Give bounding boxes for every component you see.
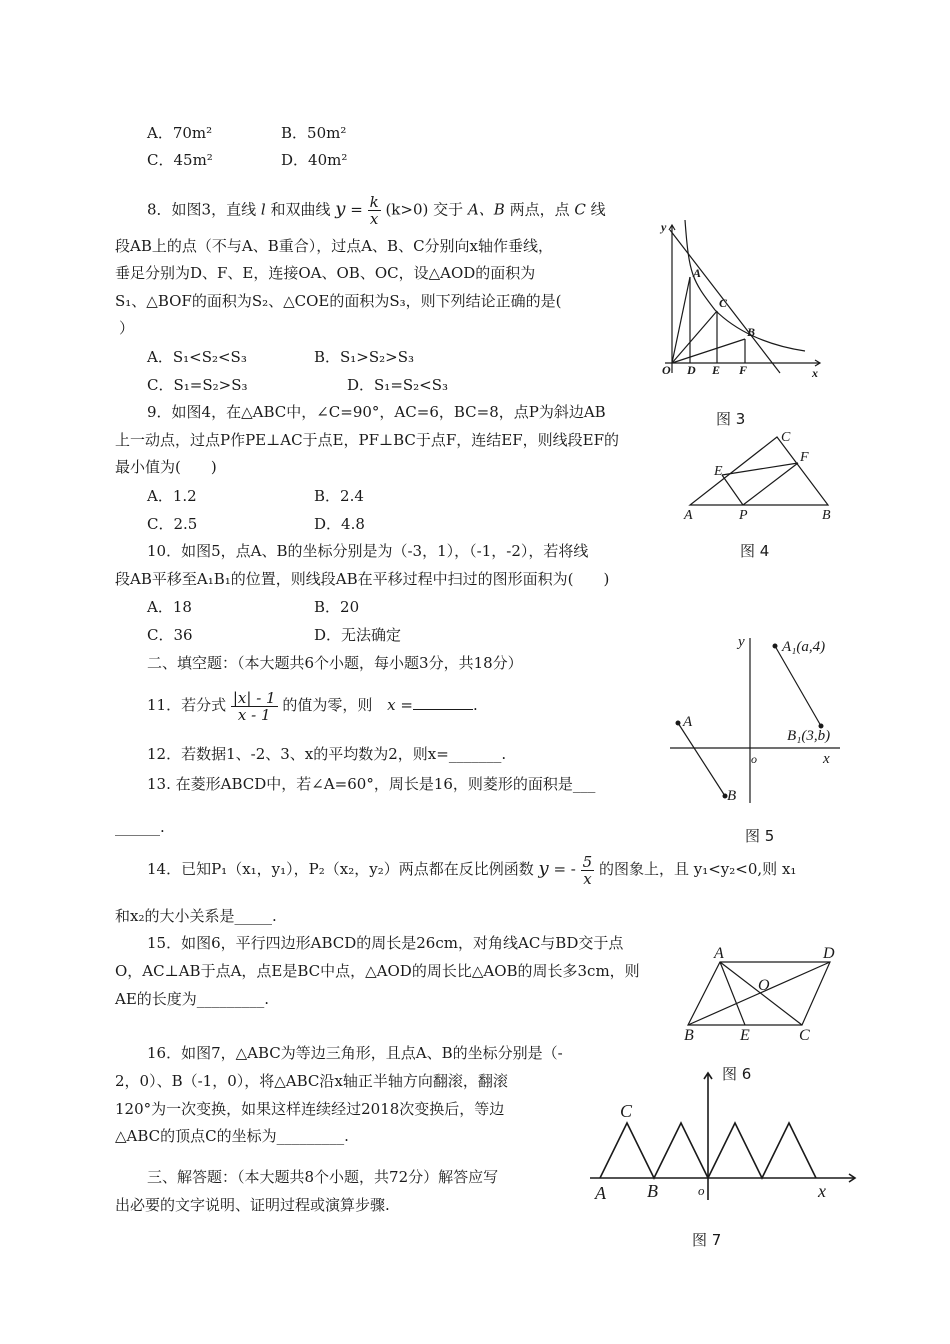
fig5-label-A: A	[683, 714, 693, 730]
q8-line3: 垂足分别为D、F、E，连接OA、OB、OC，设△AOD的面积为	[115, 264, 536, 282]
fig4-label-E: E	[714, 464, 723, 479]
q11-fraction-num: |x| - 1	[232, 688, 276, 707]
q8-fraction-num: k	[369, 193, 379, 211]
q8-after: 交于	[433, 200, 464, 219]
section3-line1: 三、解答题：（本大题共8个小题，共72分）解答应写	[147, 1168, 499, 1186]
q8-formula-cond: (k>0)	[385, 200, 429, 219]
q9-option-b: B．2.4	[314, 487, 364, 505]
q11-fraction-den: x - 1	[237, 705, 271, 724]
fig7-label-B: B	[647, 1181, 658, 1201]
q16-line3: 120°为一次变换，如果这样连续经过2018次变换后，等边	[115, 1100, 505, 1118]
q15-line1: 15．如图6，平行四边形ABCD的周长是26cm，对角线AC与BD交于点	[147, 934, 624, 952]
q14-line2: 和x₂的大小关系是_____.	[115, 907, 277, 925]
figure-3	[655, 215, 830, 380]
fig3-label-F: F	[739, 363, 748, 377]
q8-fraction	[368, 194, 381, 227]
q14-fraction-num: 5	[582, 852, 593, 871]
q10-option-c: C．36	[147, 626, 193, 644]
q9-option-c: C．2.5	[147, 515, 198, 533]
q10-option-b: B．20	[314, 598, 360, 616]
section3-line2: 出必要的文字说明、证明过程或演算步骤.	[115, 1196, 390, 1214]
q8-line4: S₁、△BOF的面积为S₂、△COE的面积为S₃，则下列结论正确的是(	[115, 292, 562, 310]
fig3-label-E: E	[712, 363, 721, 377]
q8-line-l: l	[260, 200, 266, 219]
figure-5	[665, 628, 850, 808]
fig6-label-A: A	[714, 945, 724, 962]
q7-option-d: D．40m²	[281, 151, 348, 169]
fig5-seg-A1B1	[775, 646, 821, 726]
q11-fraction	[231, 690, 278, 723]
q8-fraction-den: x	[369, 210, 379, 228]
fig5-label-B1: B₁(3,b)	[787, 728, 831, 744]
q7-option-a: A．70m²	[147, 124, 213, 142]
q8-option-c: C．S₁=S₂>S₃	[147, 376, 248, 394]
fig4-triangle-ABC	[690, 437, 828, 505]
q8-points: A、B	[467, 200, 505, 219]
fig6-label-C: C	[799, 1027, 810, 1044]
fig4-label-F: F	[800, 450, 809, 465]
q14-line1	[147, 851, 796, 887]
q13-line2: ______.	[115, 818, 165, 836]
q10-line2: 段AB平移至A₁B₁的位置，则线段AB在平移过程中扫过的图形面积为( )	[115, 570, 610, 588]
fig6-label-E: E	[740, 1027, 750, 1044]
q8-line-end: 线	[590, 200, 606, 219]
fig4-label-A: A	[684, 508, 693, 523]
q15-line2: O，AC⊥AB于点A，点E是BC中点，△AOD的周长比△AOB的周长多3cm，则	[115, 962, 640, 980]
fig5-label-o: o	[751, 752, 757, 766]
q14-start: 14．已知P₁（x₁，y₁），P₂（x₂，y₂）两点都在反比例函数	[147, 860, 534, 878]
q11-mid: 的值为零，则	[282, 696, 373, 714]
fig3-label-C: C	[719, 296, 728, 310]
fig3-label-y: y	[661, 220, 667, 234]
q14-end: 的图象上，且 y₁<y₂<0,则 x₁	[598, 860, 797, 878]
q12-line: 12．若数据1、-2、3、x的平均数为2，则x=_______.	[147, 745, 507, 763]
figure-6-caption: 图 6	[722, 1065, 752, 1083]
q14-fraction	[581, 854, 595, 887]
fig4-label-B: B	[822, 508, 831, 523]
fig7-label-C: C	[620, 1101, 633, 1121]
figure-6	[680, 940, 845, 1045]
figure-5-caption: 图 5	[745, 827, 775, 845]
q14-y: y	[538, 858, 549, 879]
q9-line1: 9．如图4，在△ABC中，∠C=90°，AC=6，BC=8，点P为斜边AB	[147, 403, 606, 421]
q16-line4: △ABC的顶点C的坐标为_________.	[115, 1127, 349, 1145]
q16-line2: 2，0）、B（-1，0），将△ABC沿x轴正半轴方向翻滚，翻滚	[115, 1072, 508, 1090]
fig5-label-B: B	[727, 788, 737, 804]
fig7-label-x: x	[818, 1181, 826, 1201]
fig3-label-x: x	[812, 366, 818, 380]
q10-line1: 10．如图5，点A、B的坐标分别是为（-3，1），（-1，-2），若将线	[147, 542, 589, 560]
fig6-label-D: D	[823, 945, 835, 962]
q8-line2: 段AB上的点（不与A、B重合），过点A、B、C分别向x轴作垂线，	[115, 237, 554, 255]
q8-option-b: B．S₁>S₂>S₃	[314, 348, 415, 366]
q9-line3: 最小值为( )	[115, 458, 217, 476]
q8-option-a: A．S₁<S₂<S₃	[147, 348, 247, 366]
q8-two-points: 两点，点	[509, 200, 570, 219]
q10-option-d: D．无法确定	[314, 626, 402, 644]
q14-eq: = -	[553, 860, 576, 878]
fig4-seg-PE	[722, 475, 743, 505]
q8-formula-eq: =	[350, 200, 363, 219]
q10-option-a: A．18	[147, 598, 192, 616]
q9-line2: 上一动点，过点P作PE⊥AC于点E，PF⊥BC于点F，连结EF，则线段EF的	[115, 431, 620, 449]
fig6-label-O: O	[758, 977, 770, 994]
q7-option-b: B．50m²	[281, 124, 347, 142]
fig5-point-A	[676, 721, 681, 726]
q13-line1: 13. 在菱形ABCD中，若∠A=60°，周长是16，则菱形的面积是___	[147, 775, 596, 793]
q8-formula-y: y	[335, 198, 346, 220]
fig7-label-A: A	[595, 1183, 606, 1203]
q11-var: x =	[387, 696, 413, 714]
q16-line1: 16．如图7，△ABC为等边三角形，且点A、B的坐标分别是（-	[147, 1044, 563, 1062]
q8-mid: 和双曲线	[270, 200, 331, 219]
fig4-label-P: P	[739, 508, 748, 523]
q8-start: 8．如图3，直线	[147, 200, 257, 219]
fig3-label-A: A	[693, 266, 702, 280]
fig6-label-B: B	[684, 1027, 694, 1044]
q15-line3: AE的长度为_________.	[115, 990, 270, 1008]
fig3-seg-OA	[672, 277, 690, 363]
fig5-seg-AB	[678, 723, 725, 796]
section2-heading: 二、填空题：（本大题共6个小题，每小题3分，共18分）	[147, 654, 523, 672]
q11-end: .	[472, 696, 478, 714]
fig5-label-y: y	[738, 634, 745, 650]
q11-start: 11．若分式	[147, 696, 227, 714]
q7-option-c: C．45m²	[147, 151, 213, 169]
figure-3-caption: 图 3	[716, 410, 746, 428]
q8-option-d: D．S₁=S₂<S₃	[347, 376, 449, 394]
q14-fraction-den: x	[583, 869, 592, 888]
fig3-label-O: O	[662, 363, 671, 377]
q9-option-d: D．4.8	[314, 515, 365, 533]
fig4-seg-EF	[722, 463, 798, 475]
fig4-seg-PF	[743, 463, 798, 505]
fig3-label-B: B	[747, 325, 756, 339]
fig5-label-A1: A₁(a,4)	[782, 639, 826, 655]
q8-point-c: C	[574, 200, 586, 219]
fig5-label-x: x	[823, 751, 830, 767]
fig5-point-A1	[773, 644, 778, 649]
figure-4	[680, 425, 845, 525]
q9-option-a: A．1.2	[147, 487, 197, 505]
figure-4-caption: 图 4	[740, 542, 770, 560]
q11-line	[147, 688, 478, 723]
fig7-label-o: o	[698, 1183, 705, 1198]
fig4-label-C: C	[781, 430, 791, 445]
q8-line1	[147, 194, 606, 227]
q11-blank	[413, 695, 473, 710]
figure-7-caption: 图 7	[692, 1231, 722, 1249]
fig3-label-D: D	[687, 363, 696, 377]
fig3-hyperbola	[685, 220, 805, 351]
figure-7	[590, 1065, 860, 1205]
q8-line5: ）	[119, 319, 135, 337]
